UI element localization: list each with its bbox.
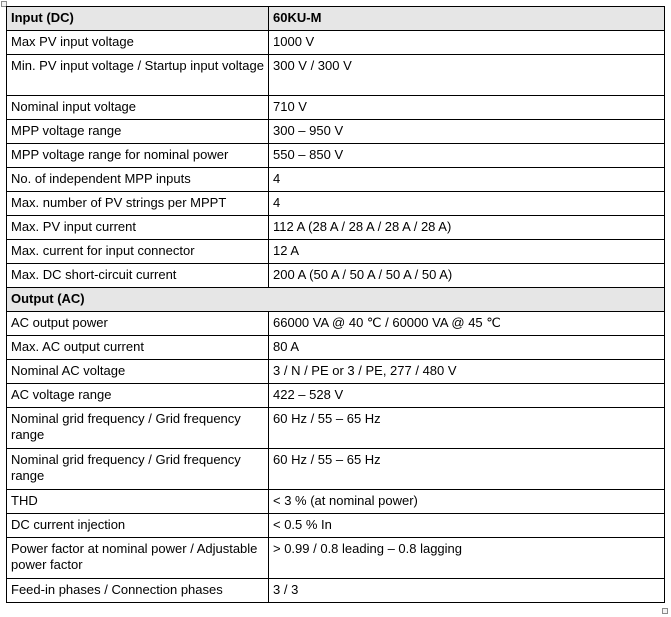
row-value: 422 – 528 V [269, 384, 665, 408]
selection-handle-bottom-right[interactable] [662, 608, 668, 614]
table-row [7, 120, 665, 144]
table-row [7, 579, 665, 603]
row-value: 3 / 3 [269, 579, 665, 603]
row-label: Nominal grid frequency / Grid frequency range [7, 408, 269, 449]
row-value: 60 Hz / 55 – 65 Hz [269, 449, 665, 490]
row-label: Max. AC output current [7, 336, 269, 360]
table-row [7, 514, 665, 538]
row-value: 4 [269, 168, 665, 192]
row-value: 200 A (50 A / 50 A / 50 A / 50 A) [269, 264, 665, 288]
row-label: Max. current for input connector [7, 240, 269, 264]
section-header-ac [7, 288, 665, 312]
row-label: AC output power [7, 312, 269, 336]
table-row [7, 31, 665, 55]
row-value: 112 A (28 A / 28 A / 28 A / 28 A) [269, 216, 665, 240]
row-label: Nominal grid frequency / Grid frequency range [7, 449, 269, 490]
section-header-dc [7, 7, 665, 31]
row-label: Power factor at nominal power / Adjustable power factor [7, 538, 269, 579]
table-row [7, 336, 665, 360]
row-value: 60 Hz / 55 – 65 Hz [269, 408, 665, 449]
table-row [7, 384, 665, 408]
table-row [7, 168, 665, 192]
row-label: DC current injection [7, 514, 269, 538]
row-label: AC voltage range [7, 384, 269, 408]
table-row [7, 360, 665, 384]
row-label: MPP voltage range for nominal power [7, 144, 269, 168]
row-value: 300 – 950 V [269, 120, 665, 144]
row-label: Max PV input voltage [7, 31, 269, 55]
table-row [7, 490, 665, 514]
row-label: Nominal input voltage [7, 96, 269, 120]
row-value: > 0.99 / 0.8 leading – 0.8 lagging [269, 538, 665, 579]
table-row [7, 449, 665, 490]
row-label: Max. DC short-circuit current [7, 264, 269, 288]
section-title-dc: Input (DC) [7, 7, 269, 31]
row-label: MPP voltage range [7, 120, 269, 144]
row-label: Max. PV input current [7, 216, 269, 240]
table-row [7, 96, 665, 120]
row-value: < 3 % (at nominal power) [269, 490, 665, 514]
table-row [7, 408, 665, 449]
section-title-ac: Output (AC) [7, 288, 665, 312]
row-label: No. of independent MPP inputs [7, 168, 269, 192]
table-row [7, 240, 665, 264]
row-value: 12 A [269, 240, 665, 264]
row-value: 66000 VA @ 40 ℃ / 60000 VA @ 45 ℃ [269, 312, 665, 336]
row-value: < 0.5 % In [269, 514, 665, 538]
row-label: Feed-in phases / Connection phases [7, 579, 269, 603]
table-row [7, 538, 665, 579]
row-value: 4 [269, 192, 665, 216]
spec-table [6, 6, 665, 603]
model-name: 60KU-M [269, 7, 665, 31]
row-label: Min. PV input voltage / Startup input voltage [7, 55, 269, 96]
row-label: THD [7, 490, 269, 514]
table-row [7, 216, 665, 240]
row-value: 1000 V [269, 31, 665, 55]
row-label: Nominal AC voltage [7, 360, 269, 384]
row-value: 80 A [269, 336, 665, 360]
row-value: 710 V [269, 96, 665, 120]
row-value: 550 – 850 V [269, 144, 665, 168]
table-row [7, 192, 665, 216]
table-row [7, 144, 665, 168]
row-value: 300 V / 300 V [269, 55, 665, 96]
row-label: Max. number of PV strings per MPPT [7, 192, 269, 216]
table-row [7, 55, 665, 96]
table-row [7, 312, 665, 336]
row-value: 3 / N / PE or 3 / PE, 277 / 480 V [269, 360, 665, 384]
table-row [7, 264, 665, 288]
